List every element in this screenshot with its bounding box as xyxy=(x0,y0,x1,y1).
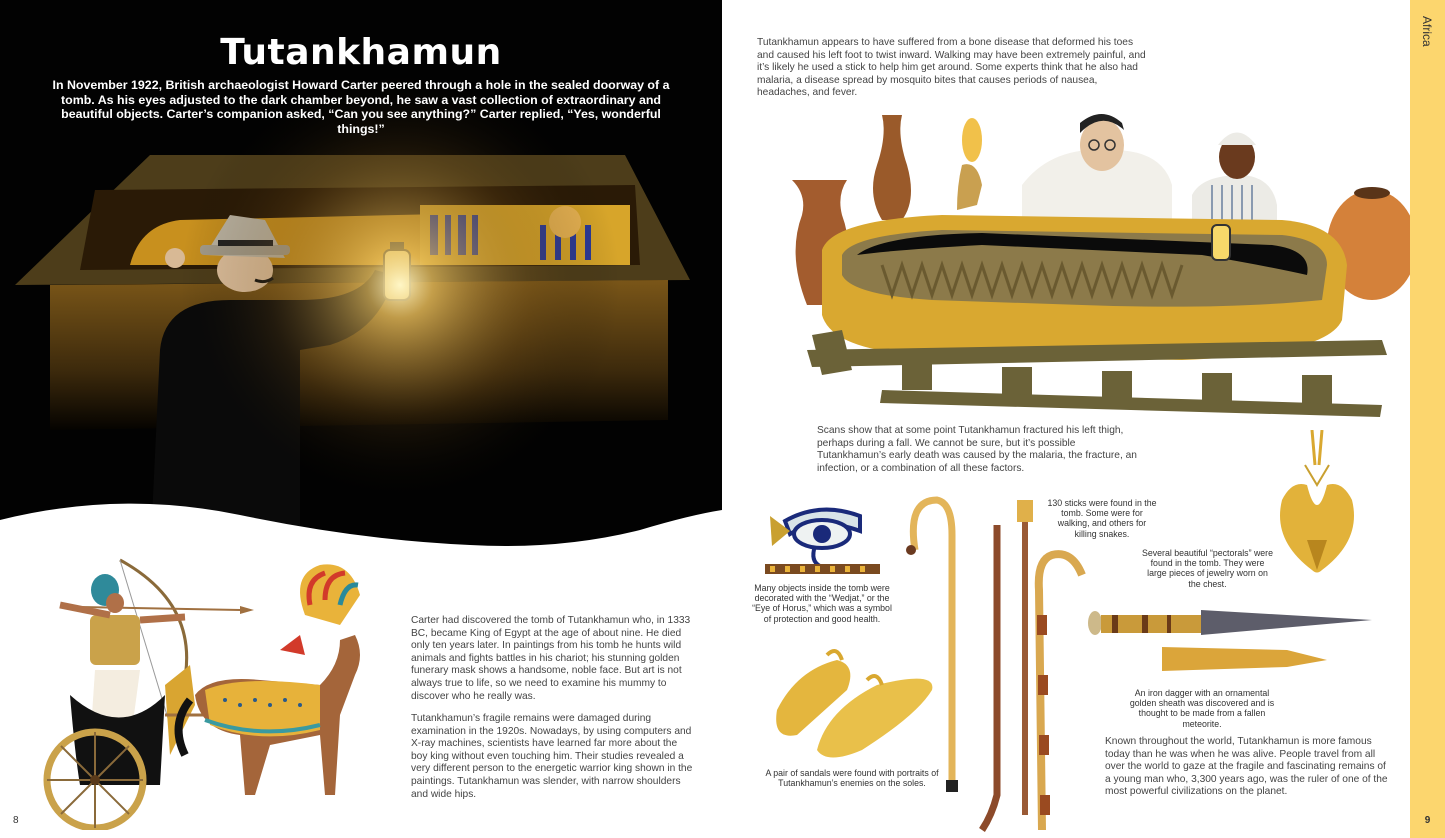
caption-dagger: An iron dagger with an ornamental golden sheath was discovered and is thought to be made from a fallen meteorite. xyxy=(1129,688,1275,729)
page-title: Tutankhamun xyxy=(220,32,502,73)
page-number-right: 9 xyxy=(1424,815,1431,826)
right-page xyxy=(722,0,1445,838)
paragraph-famous: Known throughout the world, Tutankhamun is more famous today than he was when he was alive. People travel from all over the world to gaze at the fragile and fascinating remains of a young man who, 3,300 years ago, was the ruler of one of the most powerful civilizations on the planet. xyxy=(1105,736,1388,798)
walking-sticks-illustration xyxy=(897,495,1112,835)
paragraph-scans: Scans show that at some point Tutankhamun fractured his left thigh, perhaps during a fall. We cannot be sure, but it’s possible Tutankhamun’s early death was caused by the malaria, the fracture, an infection, or a combination of all these factors. xyxy=(817,425,1137,474)
chapter-label: Africa xyxy=(1420,16,1434,47)
paragraph-discovery: Carter had discovered the tomb of Tutankhamun who, in 1333 BC, became King of Egypt at the age of about nine. He died only ten years later. In paintings from his tomb he hunts wild animals and fights battles in his chariot; his stunning golden funerary mask shows a handsome, noble face. But art is not always true to life, so we need to examine his mummy to discover who he really was. xyxy=(411,615,691,702)
dagger-illustration xyxy=(1087,605,1377,680)
caption-wedjat: Many objects inside the tomb were decorated with the “Wedjat,” or the “Eye of Horus,” which was a symbol of protection and good health. xyxy=(752,583,892,624)
caption-pectorals: Several beautiful “pectorals” were found in the tomb. They were large pieces of jewelry worn on the chest. xyxy=(1141,548,1274,589)
wedjat-eye-illustration xyxy=(760,496,885,576)
chapter-side-tab xyxy=(1410,0,1445,838)
excavation-illustration xyxy=(782,105,1412,425)
intro-paragraph: In November 1922, British archaeologist Howard Carter peered through a hole in the sealed doorway of a tomb. As his eyes adjusted to the dark chamber beyond, he saw a vast collection of extraordinary and beautiful objects. Carter’s companion asked, “Can you see anything?” Carter replied, “Yes, wonderful things!” xyxy=(52,78,670,136)
caption-sandals: A pair of sandals were found with portraits of Tutankhamun’s enemies on the soles. xyxy=(765,768,939,789)
pectoral-illustration xyxy=(1267,430,1367,580)
caption-sticks: 130 sticks were found in the tomb. Some were for walking, and others for killing snakes. xyxy=(1047,498,1157,539)
chariot-illustration xyxy=(20,555,400,830)
page-number-left: 8 xyxy=(13,815,19,826)
paragraph-remains: Tutankhamun’s fragile remains were damaged during examination in the 1920s. Nowadays, by using computers and X-ray machines, scientists have learned far more about the boy king without even touching him. Their studies revealed a very different person to the energetic warrior king shown in the paintings. Tutankhamun was slender, with narrow shoulders and wide hips. xyxy=(411,713,693,800)
left-page xyxy=(0,0,722,838)
paragraph-bone-disease: Tutankhamun appears to have suffered from a bone disease that deformed his toes and caused his left foot to twist inward. Walking may have been extremely painful, and it’s likely he used a stick to help him get around. Some experts think that he also had malaria, a disease spread by mosquito bites that causes periods of nausea, headaches, and fever. xyxy=(757,37,1146,99)
